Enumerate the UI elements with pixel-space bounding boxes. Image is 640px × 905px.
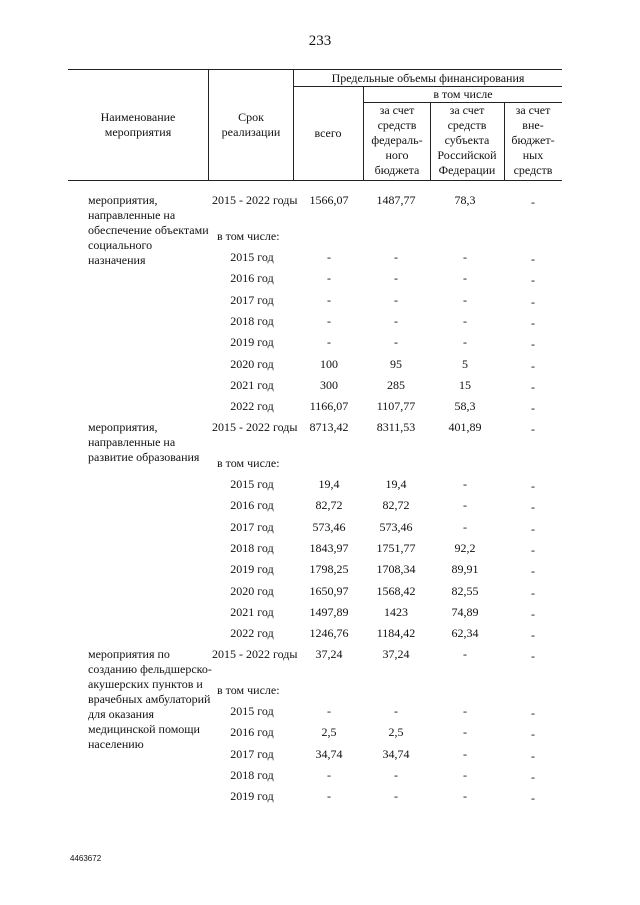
year-regional: - [463, 704, 467, 718]
year-regional: - [463, 520, 467, 534]
year-label: 2016 год [230, 725, 274, 739]
year-federal: 95 [390, 357, 402, 371]
year-regional: 5 [462, 357, 468, 371]
year-label: 2021 год [230, 378, 274, 392]
year-federal: - [394, 250, 398, 264]
year-label: 2021 год [230, 605, 274, 619]
year-extrabudget: - [531, 500, 535, 514]
section-name: мероприятия, направленные на развитие образования [88, 420, 200, 464]
year-extrabudget: - [531, 749, 535, 763]
year-regional: - [463, 250, 467, 264]
year-federal: - [394, 704, 398, 718]
year-total: - [327, 704, 331, 718]
year-label: 2018 год [230, 768, 274, 782]
year-regional: - [463, 789, 467, 803]
year-total: - [327, 335, 331, 349]
header-regional: за счет средств субъекта Российской Федерации [437, 103, 497, 177]
year-total: 1246,76 [309, 626, 349, 640]
year-total: 1650,97 [309, 584, 349, 598]
year-total: 300 [320, 378, 338, 392]
including-label: в том числе: [217, 229, 280, 243]
year-regional: 15 [459, 378, 471, 392]
year-label: 2015 год [230, 250, 274, 264]
year-federal: - [394, 314, 398, 328]
year-federal: - [394, 335, 398, 349]
year-total: 573,46 [312, 520, 346, 534]
year-total: - [327, 314, 331, 328]
year-federal: 573,46 [379, 520, 413, 534]
year-total: 82,72 [315, 498, 343, 512]
year-total: 2,5 [321, 725, 337, 739]
year-regional: 89,91 [451, 562, 479, 576]
year-total: 1166,07 [309, 399, 349, 413]
year-regional: - [463, 477, 467, 491]
year-regional: - [463, 271, 467, 285]
year-federal: 34,74 [382, 747, 410, 761]
section-federal: 1487,77 [376, 193, 416, 207]
section-extrabudget: - [531, 422, 535, 436]
header-including: в том числе [433, 87, 493, 101]
year-total: - [327, 250, 331, 264]
year-label: 2022 год [230, 399, 274, 413]
year-extrabudget: - [531, 273, 535, 287]
year-label: 2015 год [230, 704, 274, 718]
year-regional: - [463, 498, 467, 512]
year-federal: - [394, 293, 398, 307]
section-extrabudget: - [531, 195, 535, 209]
year-extrabudget: - [531, 401, 535, 415]
section-period: 2015 - 2022 годы [212, 193, 298, 207]
header-total: всего [314, 126, 342, 140]
section-total: 1566,07 [309, 193, 349, 207]
year-extrabudget: - [531, 522, 535, 536]
year-label: 2016 год [230, 271, 274, 285]
year-federal: 1107,77 [376, 399, 416, 413]
year-label: 2019 год [230, 789, 274, 803]
year-label: 2016 год [230, 498, 274, 512]
section-regional: 78,3 [454, 193, 476, 207]
year-federal: 1423 [384, 605, 408, 619]
year-regional: 92,2 [454, 541, 476, 555]
header-extrabudget: за счет вне-бюджет-ных средств [511, 103, 555, 177]
section-regional: 401,89 [448, 420, 482, 434]
year-federal: - [394, 271, 398, 285]
section-regional: - [463, 647, 467, 661]
year-label: 2018 год [230, 541, 274, 555]
year-extrabudget: - [531, 337, 535, 351]
year-total: 19,4 [318, 477, 340, 491]
year-label: 2019 год [230, 335, 274, 349]
year-label: 2019 год [230, 562, 274, 576]
year-total: - [327, 293, 331, 307]
year-federal: 19,4 [385, 477, 407, 491]
year-extrabudget: - [531, 564, 535, 578]
year-label: 2018 год [230, 314, 274, 328]
year-regional: - [463, 293, 467, 307]
year-regional: 82,55 [451, 584, 479, 598]
year-federal: - [394, 768, 398, 782]
year-federal: 1184,42 [376, 626, 416, 640]
year-federal: 1568,42 [376, 584, 416, 598]
year-extrabudget: - [531, 727, 535, 741]
year-extrabudget: - [531, 252, 535, 266]
year-total: 100 [320, 357, 338, 371]
table-header [68, 69, 562, 181]
year-total: - [327, 789, 331, 803]
section-federal: 8311,53 [376, 420, 416, 434]
section-total: 37,24 [315, 647, 343, 661]
year-regional: - [463, 747, 467, 761]
year-federal: 82,72 [382, 498, 410, 512]
year-federal: 1751,77 [376, 541, 416, 555]
year-regional: - [463, 335, 467, 349]
section-federal: 37,24 [382, 647, 410, 661]
header-period: Срок реализации [221, 110, 281, 139]
year-federal: - [394, 789, 398, 803]
year-regional: - [463, 768, 467, 782]
year-extrabudget: - [531, 770, 535, 784]
year-total: 1497,89 [309, 605, 349, 619]
year-label: 2020 год [230, 357, 274, 371]
year-extrabudget: - [531, 586, 535, 600]
year-extrabudget: - [531, 628, 535, 642]
year-label: 2017 год [230, 293, 274, 307]
section-period: 2015 - 2022 годы [212, 647, 298, 661]
year-federal: 2,5 [388, 725, 404, 739]
year-label: 2015 год [230, 477, 274, 491]
year-label: 2022 год [230, 626, 274, 640]
year-total: 34,74 [315, 747, 343, 761]
year-regional: 74,89 [451, 605, 479, 619]
year-extrabudget: - [531, 543, 535, 557]
year-extrabudget: - [531, 380, 535, 394]
header-name: Наименование мероприятия [100, 110, 176, 139]
including-label: в том числе: [217, 456, 280, 470]
section-total: 8713,42 [309, 420, 349, 434]
page-number: 233 [308, 33, 332, 49]
year-extrabudget: - [531, 706, 535, 720]
year-regional: - [463, 314, 467, 328]
year-extrabudget: - [531, 295, 535, 309]
section-name: мероприятия по созданию фельдшерско-акушерских пунктов и врачебных амбулаторий для оказания медицинской помощи населению [88, 647, 212, 751]
year-total: - [327, 271, 331, 285]
year-regional: 58,3 [454, 399, 476, 413]
section-name: мероприятия, направленные на обеспечение объектами социального назначения [88, 193, 209, 267]
year-federal: 285 [387, 378, 405, 392]
year-regional: 62,34 [451, 626, 479, 640]
year-extrabudget: - [531, 359, 535, 373]
header-federal: за счет средств федераль-ного бюджета [371, 103, 423, 177]
header-funding: Предельные объемы финансирования [331, 71, 525, 85]
document-code: 4463672 [70, 854, 102, 863]
year-label: 2020 год [230, 584, 274, 598]
header-divider [208, 70, 209, 180]
year-federal: 1708,34 [376, 562, 416, 576]
section-period: 2015 - 2022 годы [212, 420, 298, 434]
year-extrabudget: - [531, 316, 535, 330]
including-label: в том числе: [217, 683, 280, 697]
year-total: 1798,25 [309, 562, 349, 576]
year-regional: - [463, 725, 467, 739]
year-total: - [327, 768, 331, 782]
year-extrabudget: - [531, 479, 535, 493]
year-label: 2017 год [230, 747, 274, 761]
year-label: 2017 год [230, 520, 274, 534]
year-total: 1843,97 [309, 541, 349, 555]
year-extrabudget: - [531, 607, 535, 621]
year-extrabudget: - [531, 791, 535, 805]
section-extrabudget: - [531, 649, 535, 663]
